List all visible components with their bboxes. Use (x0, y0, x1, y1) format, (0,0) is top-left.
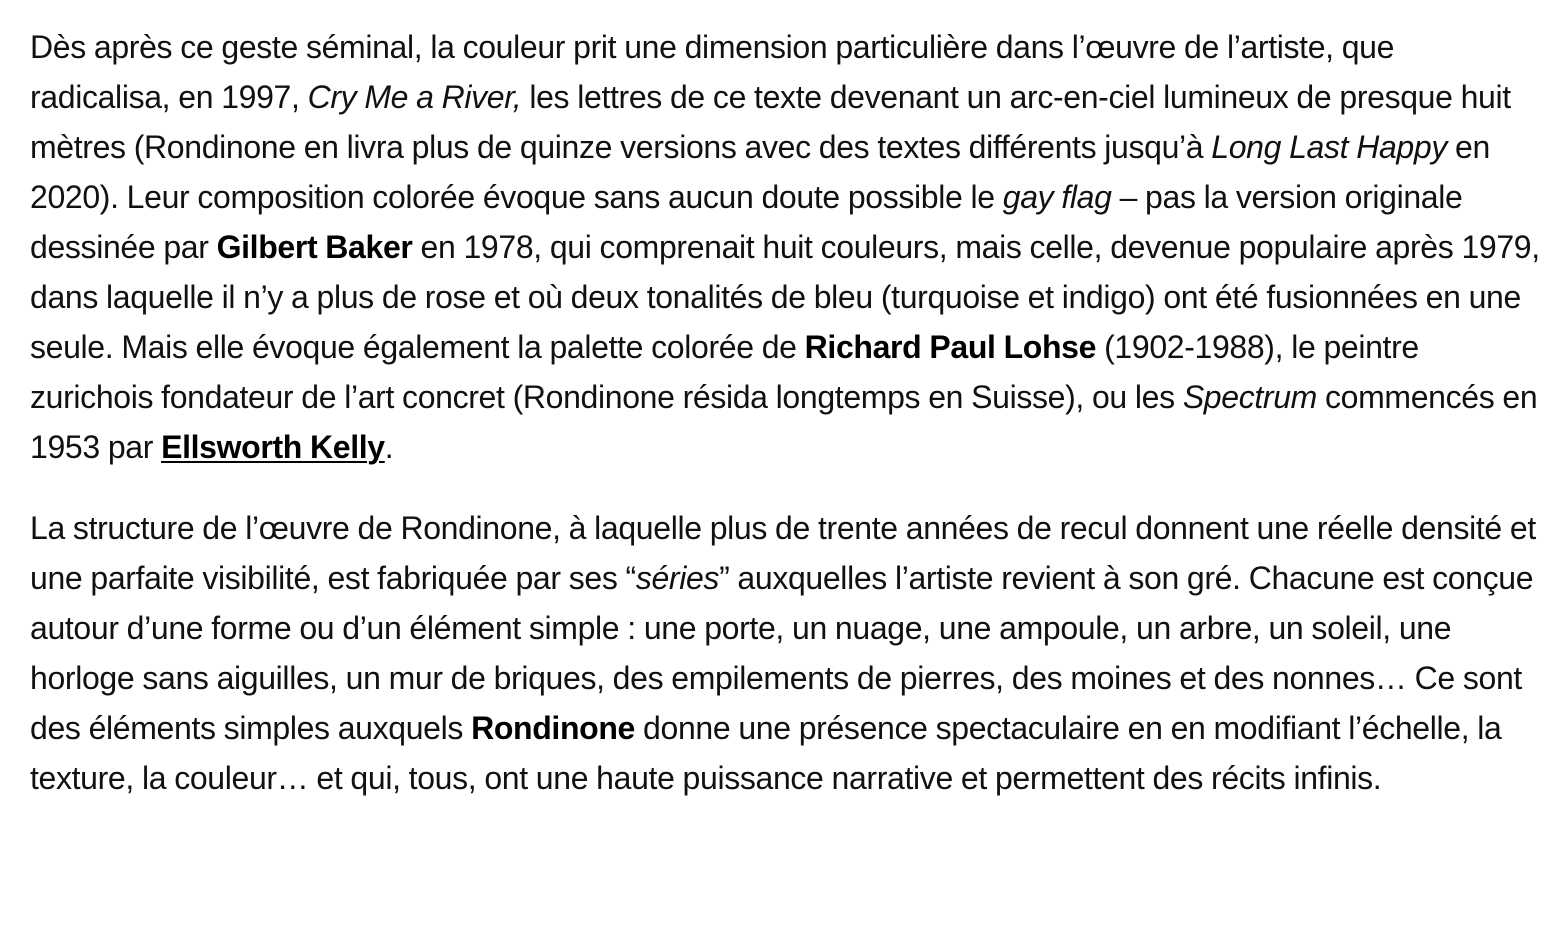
paragraph-2 (30, 503, 1542, 803)
name-richard-paul-lohse: Richard Paul Lohse (804, 329, 1097, 365)
text-run: – pas la version originale dessinée par (30, 179, 1463, 265)
text-run: les lettres de ce texte devenant un arc-en-ciel lumineux de presque huit mètres (Rondinone en livra plus de quinze versions avec des textes différents jusqu’à (30, 79, 1511, 165)
article-body (30, 22, 1542, 803)
term-series: séries (635, 560, 720, 596)
text-run: Dès après ce geste séminal, la couleur prit une dimension particulière dans l’œuvre de l’artiste, que radicalisa, en 1997, (30, 29, 1395, 115)
text-run: ” auxquelles l’artiste revient à son gré. Chacune est conçue autour d’une forme ou d’un élément simple : une porte, un nuage, une ampoule, un arbre, un soleil, une horloge sans aiguilles, un mur de briques, des empilements de pierres, des moines et des nonnes… Ce sont des éléments simples auxquels (30, 560, 1534, 746)
work-title-cry-me-a-river: Cry Me a River, (307, 79, 522, 115)
work-title-spectrum: Spectrum (1182, 379, 1317, 415)
paragraph-1 (30, 22, 1542, 472)
text-run: commencés en 1953 par (30, 379, 1538, 465)
text-run: La structure de l’œuvre de Rondinone, à laquelle plus de trente années de recul donnent une réelle densité et une parfaite visibilité, est fabriquée par ses “ (30, 510, 1536, 596)
text-run: en 2020). Leur composition colorée évoque sans aucun doute possible le (30, 129, 1490, 215)
name-gilbert-baker: Gilbert Baker (216, 229, 413, 265)
term-gay-flag: gay flag (1002, 179, 1112, 215)
text-run: (1902-1988), le peintre zurichois fondateur de l’art concret (Rondinone résida longtemps en Suisse), ou les (30, 329, 1419, 415)
text-run: en 1978, qui comprenait huit couleurs, mais celle, devenue populaire après 1979, dans laquelle il n’y a plus de rose et où deux tonalités de bleu (turquoise et indigo) ont été fusionnées en une seule. Mais elle évoque également la palette colorée de (30, 229, 1540, 365)
link-ellsworth-kelly[interactable]: Ellsworth Kelly (161, 429, 385, 465)
text-run: . (384, 429, 394, 465)
name-rondinone: Rondinone (471, 710, 636, 746)
work-title-long-last-happy: Long Last Happy (1211, 129, 1447, 165)
text-run: donne une présence spectaculaire en en modifiant l’échelle, la texture, la couleur… et qui, tous, ont une haute puissance narrative et permettent des récits infinis. (30, 710, 1502, 796)
